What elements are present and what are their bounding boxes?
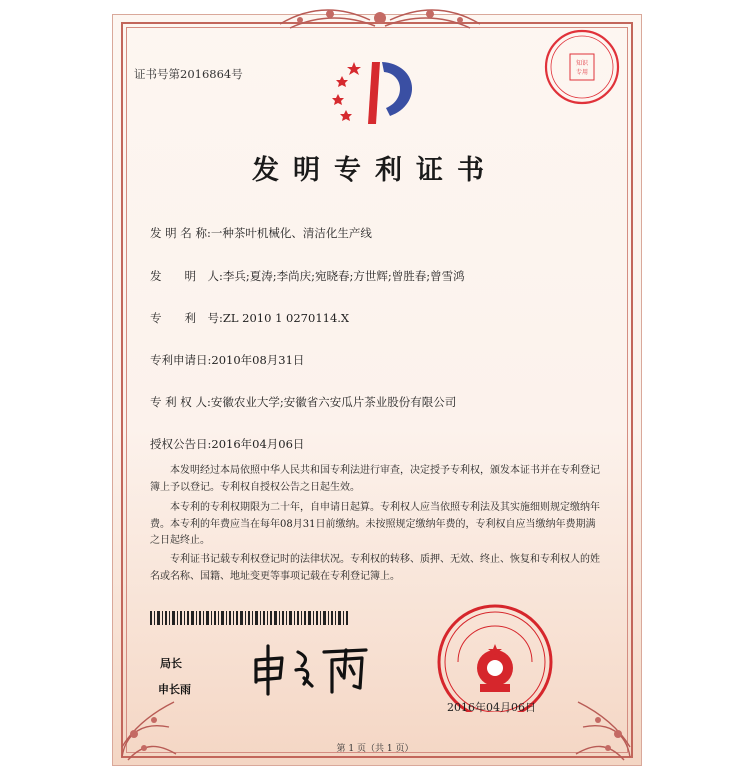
field-value: 2010年08月31日 xyxy=(211,353,305,367)
field-label: 专 利 权 人: xyxy=(150,395,211,409)
sipo-logo-icon xyxy=(328,54,426,130)
barcode xyxy=(150,611,350,625)
field-value: 一种茶叶机械化、清洁化生产线 xyxy=(210,226,372,240)
director-name: 申长雨 xyxy=(158,683,191,696)
field-value: ZL 2010 1 0270114.X xyxy=(222,311,350,325)
field-value: 2016年04月06日 xyxy=(211,437,305,451)
field-label: 发 明 人: xyxy=(150,269,223,283)
field-patentee xyxy=(150,394,456,410)
page-footer: 第 1 页（共 1 页） xyxy=(336,744,414,754)
director-signature xyxy=(248,638,378,696)
field-value: 李兵;夏涛;李尚庆;宛晓春;方世辉;曾胜春;曾雪鸿 xyxy=(222,269,465,283)
field-value: 安徽农业大学;安徽省六安瓜片茶业股份有限公司 xyxy=(210,395,457,409)
top-ornament xyxy=(270,4,490,34)
field-label: 授权公告日: xyxy=(150,437,212,451)
certificate-title: 发明专利证书 xyxy=(252,155,498,186)
body-paragraph-2: 本专利的专利权期限为二十年，自申请日起算。专利权人应当依照专利法及其实施细则规定缴纳年费。本专利的年费应当在每年08月31日前缴纳。未按照规定缴纳年费的，专利权自应当缴纳年费期满之日起终止。 xyxy=(150,502,600,546)
field-invention-name xyxy=(150,225,372,241)
svg-text:专用: 专用 xyxy=(575,69,589,76)
field-label: 发 明 名 称: xyxy=(150,226,211,240)
official-seal xyxy=(420,600,570,712)
field-label: 专利申请日: xyxy=(150,353,212,367)
certificate-number: 证书号第2016864号 xyxy=(134,67,243,81)
body-paragraph-3: 专利证书记载专利权登记时的法律状况。专利权的转移、质押、无效、终止、恢复和专利权人的姓名或名称、国籍、地址变更等事项记载在专利登记簿上。 xyxy=(150,554,600,582)
agency-stamp xyxy=(543,28,621,106)
director-label: 局长 xyxy=(160,657,182,670)
field-application-date xyxy=(150,352,304,368)
seal-date: 2016年04月06日 xyxy=(447,701,536,714)
field-inventors xyxy=(150,268,465,284)
field-grant-date xyxy=(150,436,304,452)
svg-text:知识: 知识 xyxy=(575,60,589,67)
field-label: 专 利 号: xyxy=(150,311,223,325)
field-patent-number xyxy=(150,310,349,326)
body-paragraph-1: 本发明经过本局依照中华人民共和国专利法进行审查，决定授予专利权，颁发本证书并在专利登记簿上予以登记。专利权自授权公告之日起生效。 xyxy=(150,465,600,493)
